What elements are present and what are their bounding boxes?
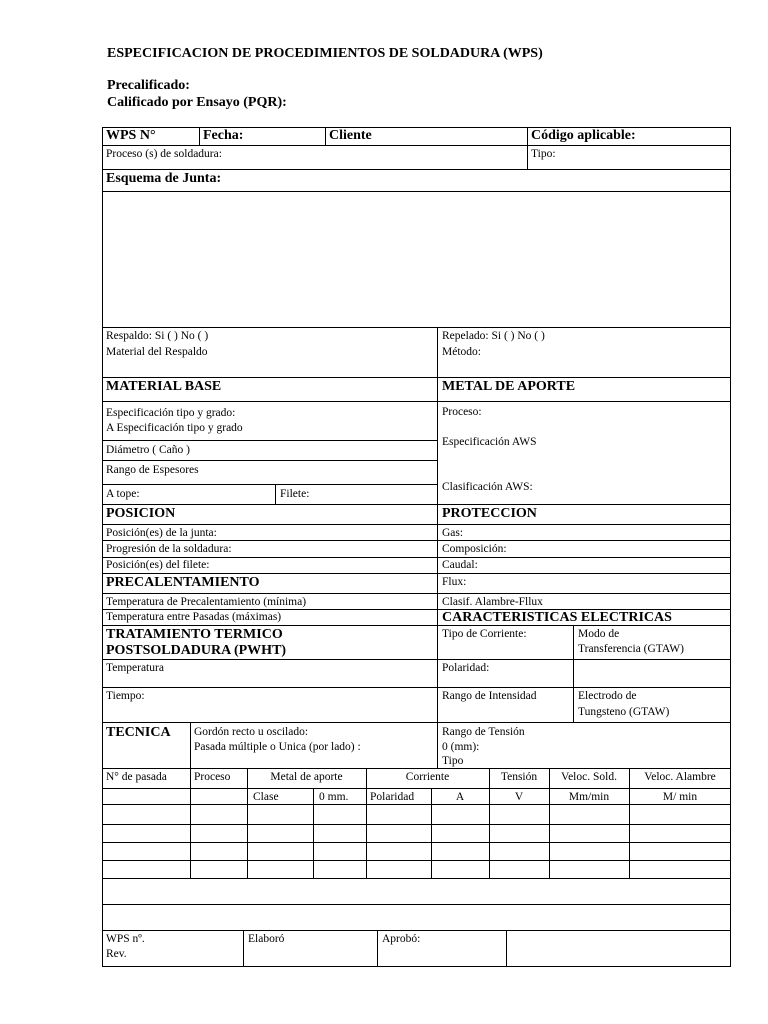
footer-rev-label: Rev.: [106, 948, 127, 960]
posicion-filete-label: Posición(es) del filete:: [106, 559, 210, 571]
divider: [102, 440, 437, 441]
temp-entre-pasadas-label: Temperatura entre Pasadas (máximas): [106, 611, 282, 623]
tecnica-heading: TECNICA: [106, 725, 171, 740]
divider: [102, 842, 731, 843]
cliente-label: Cliente: [329, 128, 372, 143]
clasif-alambre-label: Clasif. Alambre-Fllux: [442, 596, 543, 608]
rango-intensidad-label: Rango de Intensidad: [442, 690, 537, 702]
especificacion-aws-label: Especificación AWS: [442, 436, 537, 448]
divider: [527, 127, 528, 170]
divider: [102, 191, 731, 192]
footer-aprobo-label: Aprobó:: [382, 933, 421, 945]
divider: [102, 687, 731, 688]
table-header-corriente: Corriente: [405, 771, 450, 783]
diametro-mm-label: 0 (mm):: [442, 741, 480, 753]
table-header-pasada: N° de pasada: [106, 771, 167, 783]
table-header-proceso: Proceso: [194, 771, 231, 783]
temperatura-label: Temperatura: [106, 662, 164, 674]
proceso-soldadura-label: Proceso (s) de soldadura:: [106, 148, 222, 160]
table-header-veloc-sold: Veloc. Sold.: [561, 771, 617, 783]
respaldo-label: Respaldo: Si ( ) No ( ): [106, 330, 209, 342]
table-subheader-diametro: 0 mm.: [319, 791, 349, 803]
divider: [102, 377, 731, 378]
fecha-label: Fecha:: [203, 128, 244, 143]
divider: [102, 930, 731, 931]
table-header-veloc-alambre: Veloc. Alambre: [644, 771, 716, 783]
divider: [102, 878, 731, 879]
tipo-electrodo-label: Tipo: [442, 755, 464, 767]
table-subheader-volts: V: [514, 791, 524, 803]
gordon-label: Gordón recto u oscilado:: [194, 726, 309, 738]
a-tope-label: A tope:: [106, 488, 140, 500]
table-subheader-clase: Clase: [253, 791, 279, 803]
divider: [243, 930, 244, 967]
divider: [102, 659, 731, 660]
divider: [506, 930, 507, 967]
pwht-heading: TRATAMIENTO TERMICO: [106, 627, 283, 642]
electrodo-tungsteno-label-2: Tungsteno (GTAW): [578, 706, 670, 718]
divider: [102, 573, 731, 574]
divider: [102, 768, 731, 769]
tiempo-label: Tiempo:: [106, 690, 145, 702]
precalentamiento-heading: PRECALENTAMIENTO: [106, 575, 260, 590]
codigo-aplicable-label: Código aplicable:: [531, 128, 636, 143]
divider: [102, 593, 731, 594]
divider: [102, 524, 731, 525]
divider: [102, 401, 731, 402]
caudal-label: Caudal:: [442, 559, 478, 571]
metal-aporte-heading: METAL DE APORTE: [442, 379, 576, 394]
table-subheader-m-min: M/ min: [662, 791, 698, 803]
caracteristicas-electricas-heading: CARACTERISTICAS ELECTRICAS: [442, 610, 672, 625]
divider: [102, 169, 731, 170]
divider: [313, 788, 314, 878]
divider: [102, 504, 731, 505]
filete-label: Filete:: [280, 488, 310, 500]
especificacion-label: Especificación tipo y grado:: [106, 407, 236, 419]
divider: [190, 722, 191, 768]
divider: [325, 127, 326, 146]
wps-number-label: WPS N°: [106, 128, 156, 143]
tipo-label: Tipo:: [531, 148, 556, 160]
gas-label: Gas:: [442, 527, 464, 539]
footer-wps-no-label: WPS nº.: [106, 933, 145, 945]
repelado-label: Repelado: Si ( ) No ( ): [442, 330, 545, 342]
divider: [275, 484, 276, 504]
clasificacion-aws-label: Clasificación AWS:: [442, 481, 533, 493]
pwht-heading-2: POSTSOLDADURA (PWHT): [106, 643, 287, 658]
material-respaldo-label: Material del Respaldo: [106, 346, 208, 358]
divider: [102, 824, 731, 825]
posicion-heading: POSICION: [106, 506, 176, 521]
footer-elaboro-label: Elaboró: [248, 933, 285, 945]
rango-espesores-label: Rango de Espesores: [106, 464, 199, 476]
divider: [102, 788, 731, 789]
precalificado-label: Precalificado:: [107, 78, 190, 93]
electrodo-tungsteno-label: Electrodo de: [578, 690, 637, 702]
divider: [102, 327, 731, 328]
table-subheader-mm-min: Mm/min: [568, 791, 610, 803]
divider: [437, 327, 438, 768]
posicion-junta-label: Posición(es) de la junta:: [106, 527, 217, 539]
material-base-heading: MATERIAL BASE: [106, 379, 222, 394]
composicion-label: Composición:: [442, 543, 507, 555]
document-title: ESPECIFICACION DE PROCEDIMIENTOS DE SOLDADURA (WPS): [107, 46, 543, 61]
diametro-cano-label: Diámetro ( Caño ): [106, 444, 190, 456]
modo-transferencia-label-2: Transferencia (GTAW): [578, 643, 684, 655]
divider: [377, 930, 378, 967]
calificado-label: Calificado por Ensayo (PQR):: [107, 95, 287, 110]
divider: [102, 860, 731, 861]
pasada-multiple-label: Pasada múltiple o Unica (por lado) :: [194, 741, 361, 753]
divider: [102, 460, 437, 461]
divider: [102, 484, 437, 485]
proteccion-heading: PROTECCION: [442, 506, 537, 521]
modo-transferencia-label: Modo de: [578, 628, 620, 640]
divider: [102, 904, 731, 905]
flux-label: Flux:: [442, 576, 467, 588]
divider: [190, 768, 191, 878]
divider: [102, 145, 731, 146]
temp-precalentamiento-label: Temperatura de Precalentamiento (mínima): [106, 596, 307, 608]
metodo-label: Método:: [442, 346, 481, 358]
progresion-label: Progresión de la soldadura:: [106, 543, 232, 555]
divider: [573, 625, 574, 722]
divider: [199, 127, 200, 146]
table-header-metal-aporte: Metal de aporte: [270, 771, 343, 783]
divider: [102, 722, 731, 723]
metal-proceso-label: Proceso:: [442, 406, 482, 418]
a-especificacion-label: A Especificación tipo y grado: [106, 422, 243, 434]
esquema-junta-label: Esquema de Junta:: [106, 171, 222, 186]
table-subheader-amperes: A: [455, 791, 465, 803]
polaridad-label: Polaridad:: [442, 662, 490, 674]
tipo-corriente-label: Tipo de Corriente:: [442, 628, 527, 640]
table-header-tension: Tensión: [500, 771, 538, 783]
rango-tension-label: Rango de Tensión: [442, 726, 525, 738]
table-subheader-polaridad: Polaridad: [370, 791, 415, 803]
